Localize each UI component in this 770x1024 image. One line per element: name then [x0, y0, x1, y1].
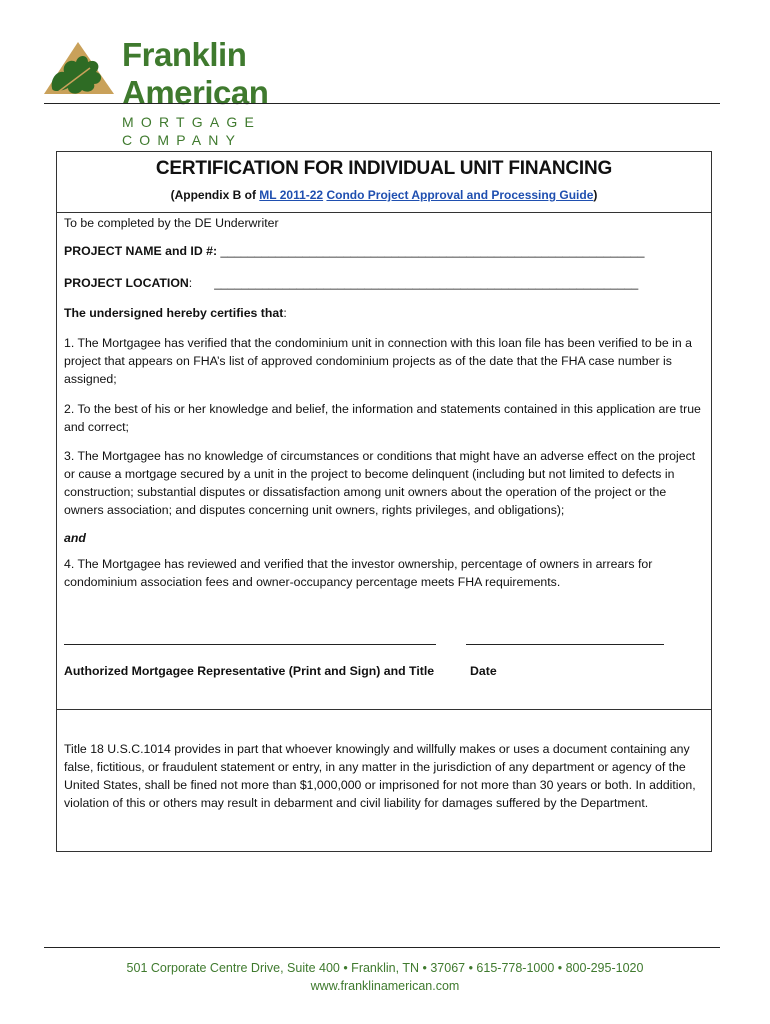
company-logo	[44, 36, 384, 148]
date-label: Date	[470, 664, 497, 678]
project-name-field[interactable]	[64, 242, 708, 260]
footer-website[interactable]: www.franklinamerican.com	[310, 979, 460, 993]
project-location-blank[interactable]: ______________________________________________________________	[214, 276, 639, 290]
item-1: 1. The Mortgagee has verified that the condominium unit in connection with this loan file has been verified to be in a project that appears on FHA’s list of approved condominium projects as of the date that the FHA case number is assigned;	[64, 336, 692, 386]
subtitle-prefix: (Appendix B of	[170, 188, 260, 202]
legal-divider	[57, 709, 711, 710]
ml-link[interactable]: ML 2011-22	[259, 188, 324, 202]
project-location-field[interactable]	[64, 274, 708, 292]
item-4: 4. The Mortgagee has reviewed and verified that the investor ownership, percentage of owners in arrears for condominium association fees and owner-occupancy percentage meets FHA requirements.	[64, 557, 653, 589]
project-name-blank[interactable]: ______________________________________________________________	[220, 244, 645, 258]
subtitle-suffix: )	[593, 188, 598, 202]
certification-form	[56, 151, 712, 852]
footer-address: 501 Corporate Centre Drive, Suite 400 • Franklin, TN • 37067 • 615-778-1000 • 800-295-1020	[126, 961, 644, 975]
item-3: 3. The Mortgagee has no knowledge of circumstances or conditions that might have an adverse effect on the project or cause a mortgage secured by a unit in the project to become delinquent (including but not limited to defects in construction; substantial disputes or dissatisfaction among unit owners about the operation of the project or the owners association; and disputes concerning unit owners, rights privileges, and obligations);	[64, 449, 696, 517]
certifies-heading	[64, 304, 708, 322]
brand-subtitle: MORTGAGE COMPANY	[122, 114, 262, 148]
footer	[0, 959, 770, 995]
oak-leaf-logo-icon	[44, 40, 116, 96]
form-header	[57, 152, 711, 213]
header-divider	[44, 103, 720, 104]
legal-notice: Title 18 U.S.C.1014 provides in part that whoever knowingly and willfully makes or uses a document containing any false, fictitious, or fraudulent statement or entry, in any matter in the jurisdiction of any department or agency of the United States, shall be fined not more than $1,000,000 or imprisoned for not more than 30 years or both. In addition, violation of this or others may result in debarment and civil liability for damages suffered by the Department.	[64, 742, 696, 810]
signature-label: Authorized Mortgagee Representative (Print and Sign) and Title	[64, 664, 435, 678]
guide-link[interactable]: Condo Project Approval and Processing Guide	[326, 188, 594, 202]
form-subtitle	[57, 188, 711, 202]
signature-line[interactable]	[64, 644, 436, 645]
brand-name: Franklin American	[122, 36, 269, 111]
footer-divider	[44, 947, 720, 948]
intro-text: To be completed by the DE Underwriter	[64, 216, 279, 230]
form-title: CERTIFICATION FOR INDIVIDUAL UNIT FINANCING	[155, 158, 613, 179]
date-line[interactable]	[466, 644, 664, 645]
project-location-colon: :	[188, 276, 193, 290]
certifies-colon: :	[283, 306, 287, 320]
item-2: 2. To the best of his or her knowledge and belief, the information and statements contained in this application are true and correct;	[64, 402, 701, 434]
and-conjunction: and	[64, 531, 86, 545]
project-location-label: PROJECT LOCATION	[64, 276, 189, 290]
project-name-label: PROJECT NAME and ID #:	[64, 244, 221, 258]
certifies-label: The undersigned hereby certifies that	[64, 306, 284, 320]
